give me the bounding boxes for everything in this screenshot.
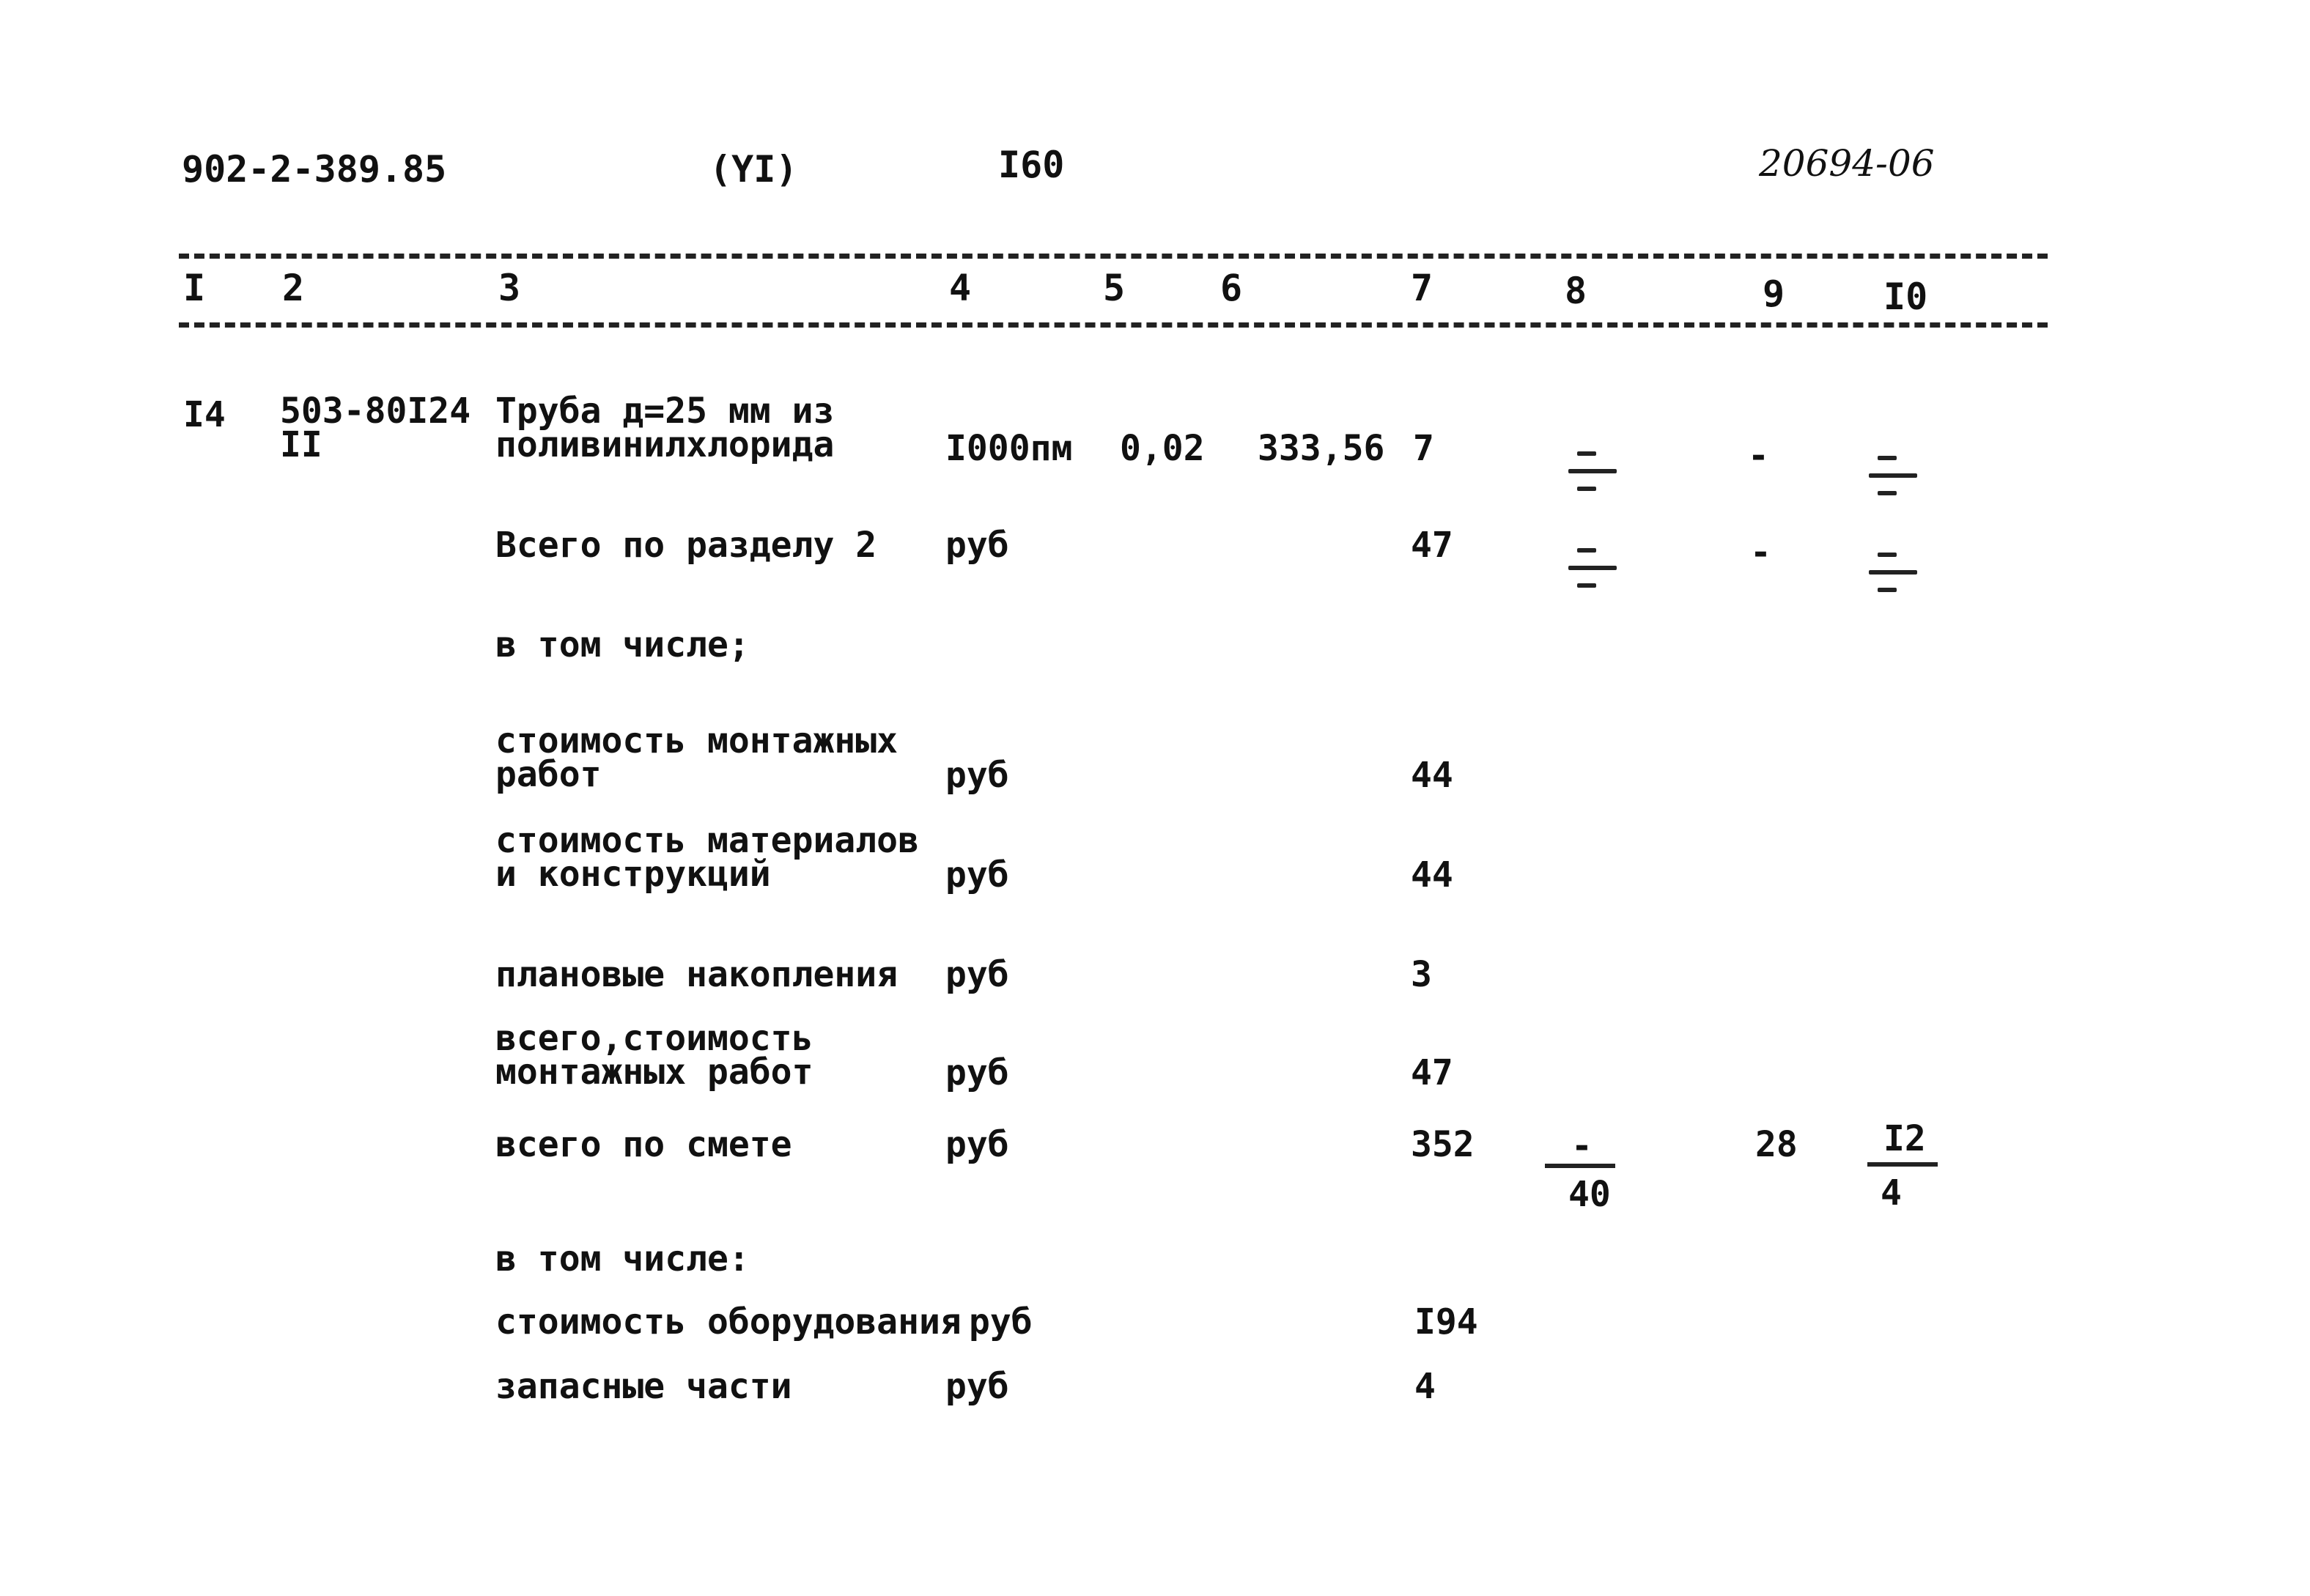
spare-parts-label: запасные части bbox=[495, 1366, 792, 1407]
equipment-cost-unit: руб bbox=[969, 1301, 1033, 1342]
item-col9-dash: - bbox=[1748, 435, 1769, 476]
grand-total-col8-bottom: 40 bbox=[1568, 1174, 1611, 1215]
materials-cost-label: стоимость материалов и конструкций bbox=[495, 820, 919, 895]
planned-savings-unit: руб bbox=[945, 954, 1009, 995]
materials-cost-value: 44 bbox=[1411, 854, 1453, 895]
including-label-1: в том числе; bbox=[495, 624, 750, 665]
grand-total-col8-top: - bbox=[1571, 1126, 1593, 1167]
section-total-label: Всего по разделу 2 bbox=[495, 525, 877, 566]
item-code: 503-80I24 II bbox=[280, 391, 471, 465]
item-quantity: 0,02 bbox=[1120, 428, 1205, 469]
grand-total-unit: руб bbox=[945, 1124, 1009, 1165]
installation-cost-unit: руб bbox=[945, 755, 1009, 796]
installation-cost-value: 44 bbox=[1411, 755, 1453, 796]
column-header-5: 5 bbox=[1103, 267, 1126, 309]
section-number: (YI) bbox=[709, 148, 798, 191]
item-unit-price: 333,56 bbox=[1258, 428, 1385, 469]
item-col10-dash-mark bbox=[1869, 453, 1920, 497]
total-installation-label: всего,стоимость монтажных работ bbox=[495, 1018, 813, 1093]
column-header-8: 8 bbox=[1565, 270, 1587, 312]
equipment-cost-label: стоимость оборудования bbox=[495, 1301, 962, 1342]
total-installation-unit: руб bbox=[945, 1052, 1009, 1093]
page-number: I60 bbox=[998, 144, 1065, 186]
section-col8-dash-mark bbox=[1568, 545, 1620, 589]
installation-cost-label: стоимость монтажных работ bbox=[495, 720, 898, 795]
item-total: 7 bbox=[1413, 428, 1434, 469]
section-total-value: 47 bbox=[1411, 525, 1453, 566]
total-installation-value: 47 bbox=[1411, 1052, 1453, 1093]
section-total-unit: руб bbox=[945, 525, 1009, 566]
spare-parts-unit: руб bbox=[945, 1366, 1009, 1407]
grand-total-label: всего по смете bbox=[495, 1124, 792, 1165]
planned-savings-label: плановые накопления bbox=[495, 954, 898, 995]
column-header-9: 9 bbox=[1763, 273, 1785, 315]
grand-total-col10-top: I2 bbox=[1883, 1118, 1926, 1159]
grand-total-col9: 28 bbox=[1755, 1124, 1798, 1165]
materials-cost-unit: руб bbox=[945, 854, 1009, 895]
column-header-7: 7 bbox=[1411, 267, 1433, 309]
column-header-4: 4 bbox=[949, 267, 972, 309]
grand-total-col10-bottom: 4 bbox=[1881, 1172, 1902, 1213]
bottom-dashed-rule bbox=[179, 322, 2048, 328]
item-col8-dash-mark bbox=[1568, 448, 1620, 492]
item-name: Труба д=25 мм из поливинилхлорида bbox=[495, 391, 835, 465]
section-col10-dash-mark bbox=[1869, 550, 1920, 594]
column-header-2: 2 bbox=[282, 267, 305, 309]
top-dashed-rule bbox=[179, 254, 2048, 259]
grand-total-value: 352 bbox=[1411, 1124, 1475, 1165]
grand-total-col8-fraction-bar bbox=[1545, 1164, 1615, 1168]
planned-savings-value: 3 bbox=[1411, 954, 1432, 995]
spare-parts-value: 4 bbox=[1414, 1366, 1436, 1407]
column-header-10: I0 bbox=[1883, 276, 1928, 318]
grand-total-col10-fraction-bar bbox=[1867, 1162, 1938, 1167]
item-unit: I000пм bbox=[945, 428, 1073, 469]
item-number: I4 bbox=[183, 394, 226, 435]
document-code: 902-2-389.85 bbox=[182, 148, 447, 191]
column-header-6: 6 bbox=[1220, 267, 1243, 309]
column-header-1: I bbox=[183, 267, 206, 309]
equipment-cost-value: I94 bbox=[1414, 1301, 1478, 1342]
section-col9-dash: - bbox=[1750, 532, 1771, 573]
including-label-2: в том числе: bbox=[495, 1238, 750, 1279]
column-header-3: 3 bbox=[498, 267, 521, 309]
handwritten-reference: 20694-06 bbox=[1759, 142, 1935, 185]
